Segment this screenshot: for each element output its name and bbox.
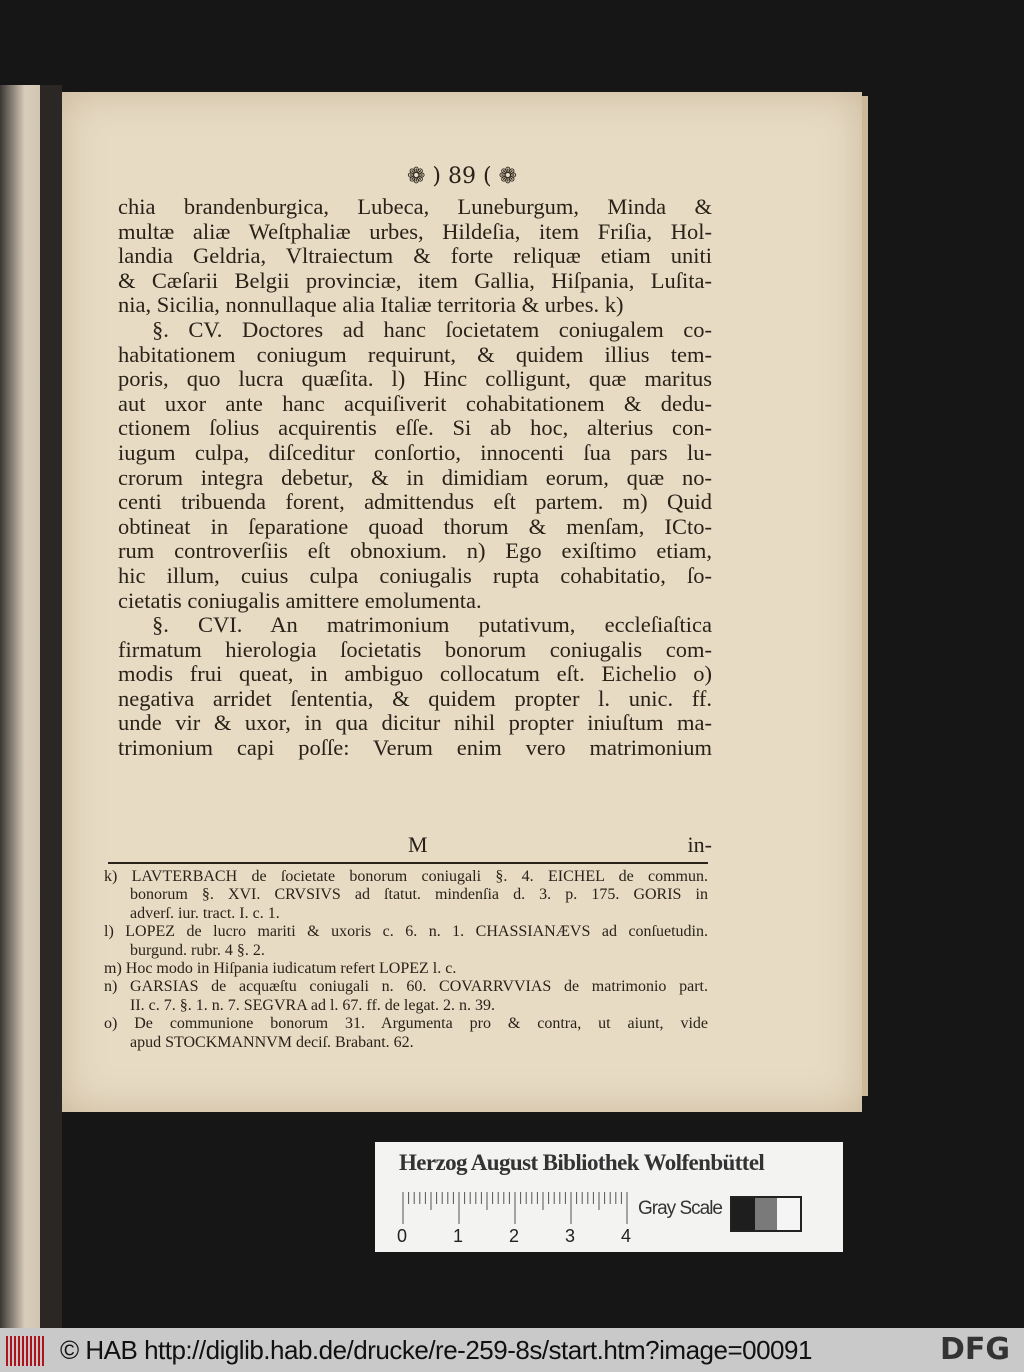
text-line: poris, quo lucra quæſita. l) Hinc colligunt, quæ maritus [118,366,712,392]
text-line: landia Geldria, Vltraiectum & forte reliquæ etiam uniti [118,243,712,269]
gray-scale-label: Gray Scale [638,1198,722,1219]
text-line: §. CV. Doctores ad hanc ſocietatem coniugalem co- [152,316,712,342]
ruler [401,1192,631,1224]
scale-number: 4 [621,1226,632,1246]
page-header: ❁ ) 89 ( ❁ [407,164,517,189]
main-text [118,195,712,761]
library-scale-card [375,1142,843,1252]
library-name: Herzog August Bibliothek Wolfenbüttel [399,1150,765,1175]
gray-scale-swatch [730,1196,802,1232]
scale-number: 0 [397,1226,408,1246]
footnote-line: II. c. 7. §. 1. n. 7. SEGVRA ad l. 67. ff. de legat. 2. n. 39. [130,996,495,1014]
text-line: multæ aliæ Weſtphaliæ urbes, Hildeſia, item Friſia, Hol- [118,218,712,244]
text-line: §. CVI. An matrimonium putativum, eccleſiaſtica [152,612,712,638]
text-line: ctionem ſolius acquirentis eſſe. Si ab hoc, alterius con- [118,415,712,441]
footnote-line: bonorum §. XVI. CRVSIVS ad ſtatut. mindenſia d. 3. p. 175. GORIS in [130,886,708,904]
text-line: centi tribuenda forent, admittendus eſt partem. m) Quid [118,489,712,515]
footnote-line: o) De communione bonorum 31. Argumenta pro & contra, ut aiunt, vide [104,1015,708,1033]
signature-mark: M [408,832,428,857]
text-line: hic illum, cuius culpa coniugalis rupta cohabitatio, ſo- [118,562,712,588]
text-line: habitationem coniugum requirunt, & quidem illius tem- [118,341,712,367]
footnote-rule [108,862,708,864]
text-line: nia, Sicilia, nonnullaque alia Italiæ territoria & urbes. k) [118,292,624,318]
text-line: crorum integra debetur, & in dimidiam eorum, quæ no- [118,464,712,490]
text-line: iugum culpa, diſceditur conſortio, innocenti ſua pars lu- [118,439,712,465]
hab-logo-icon [6,1336,46,1366]
text-line: trimonium capi poſſe: Verum enim vero matrimonium [118,735,712,761]
catchword: in- [687,832,712,857]
footnote-line: adverſ. iur. tract. I. c. 1. [130,904,280,922]
text-line: firmatum hierologia ſocietatis bonorum coniugalis com- [118,636,712,662]
footnote-line: l) LOPEZ de lucro mariti & uxoris c. 6. n. 1. CHASSIANÆVS ad conſuetudin. [104,923,708,941]
text-line: aut uxor ante hanc acquiſiverit cohabitationem & dedu- [118,390,712,416]
text-line: negativa arridet ſententia, & quidem propter l. unic. ff. [118,685,712,711]
footer-bar [0,1328,1024,1372]
text-line: modis frui queat, in ambiguo collocatum eſt. Eichelio o) [118,661,712,687]
dfg-logo: DFG [940,1332,1011,1367]
footnote-line: m) Hoc modo in Hiſpania iudicatum refert LOPEZ l. c. [104,959,457,977]
scale-number: 2 [509,1226,520,1246]
footnote-line: apud STOCKMANNVM deciſ. Brabant. 62. [130,1033,414,1051]
footnote-line: n) GARSIAS de acquæſtu coniugali n. 60. COVARRVVIAS de matrimonio part. [104,978,708,996]
previous-page-edge [0,85,62,1335]
copyright-url[interactable]: © HAB http://diglib.hab.de/drucke/re-259-8s/start.htm?image=00091 [60,1335,812,1365]
footnote-line: burgund. rubr. 4 §. 2. [130,941,265,959]
text-line: & Cæſarii Belgii provinciæ, item Gallia, Hiſpania, Luſita- [118,267,712,293]
footnote-line: k) LAVTERBACH de ſocietate bonorum coniugali §. 4. EICHEL de commun. [104,868,708,885]
text-line: obtineat in ſeparatione quoad thorum & menſam, ICto- [118,513,712,539]
text-line: chia brandenburgica, Lubeca, Luneburgum, Minda & [118,194,712,219]
text-line: rum controverſiis eſt obnoxium. n) Ego exiſtimo etiam, [118,538,712,564]
text-line: cietatis coniugalis amittere emolumenta. [118,587,482,613]
scale-number: 1 [453,1226,464,1246]
footnotes [104,868,708,1052]
text-line: unde vir & uxor, in qua dicitur nihil propter iniuſtum ma- [118,710,712,736]
scale-number: 3 [565,1226,576,1246]
book-page [62,92,862,1112]
